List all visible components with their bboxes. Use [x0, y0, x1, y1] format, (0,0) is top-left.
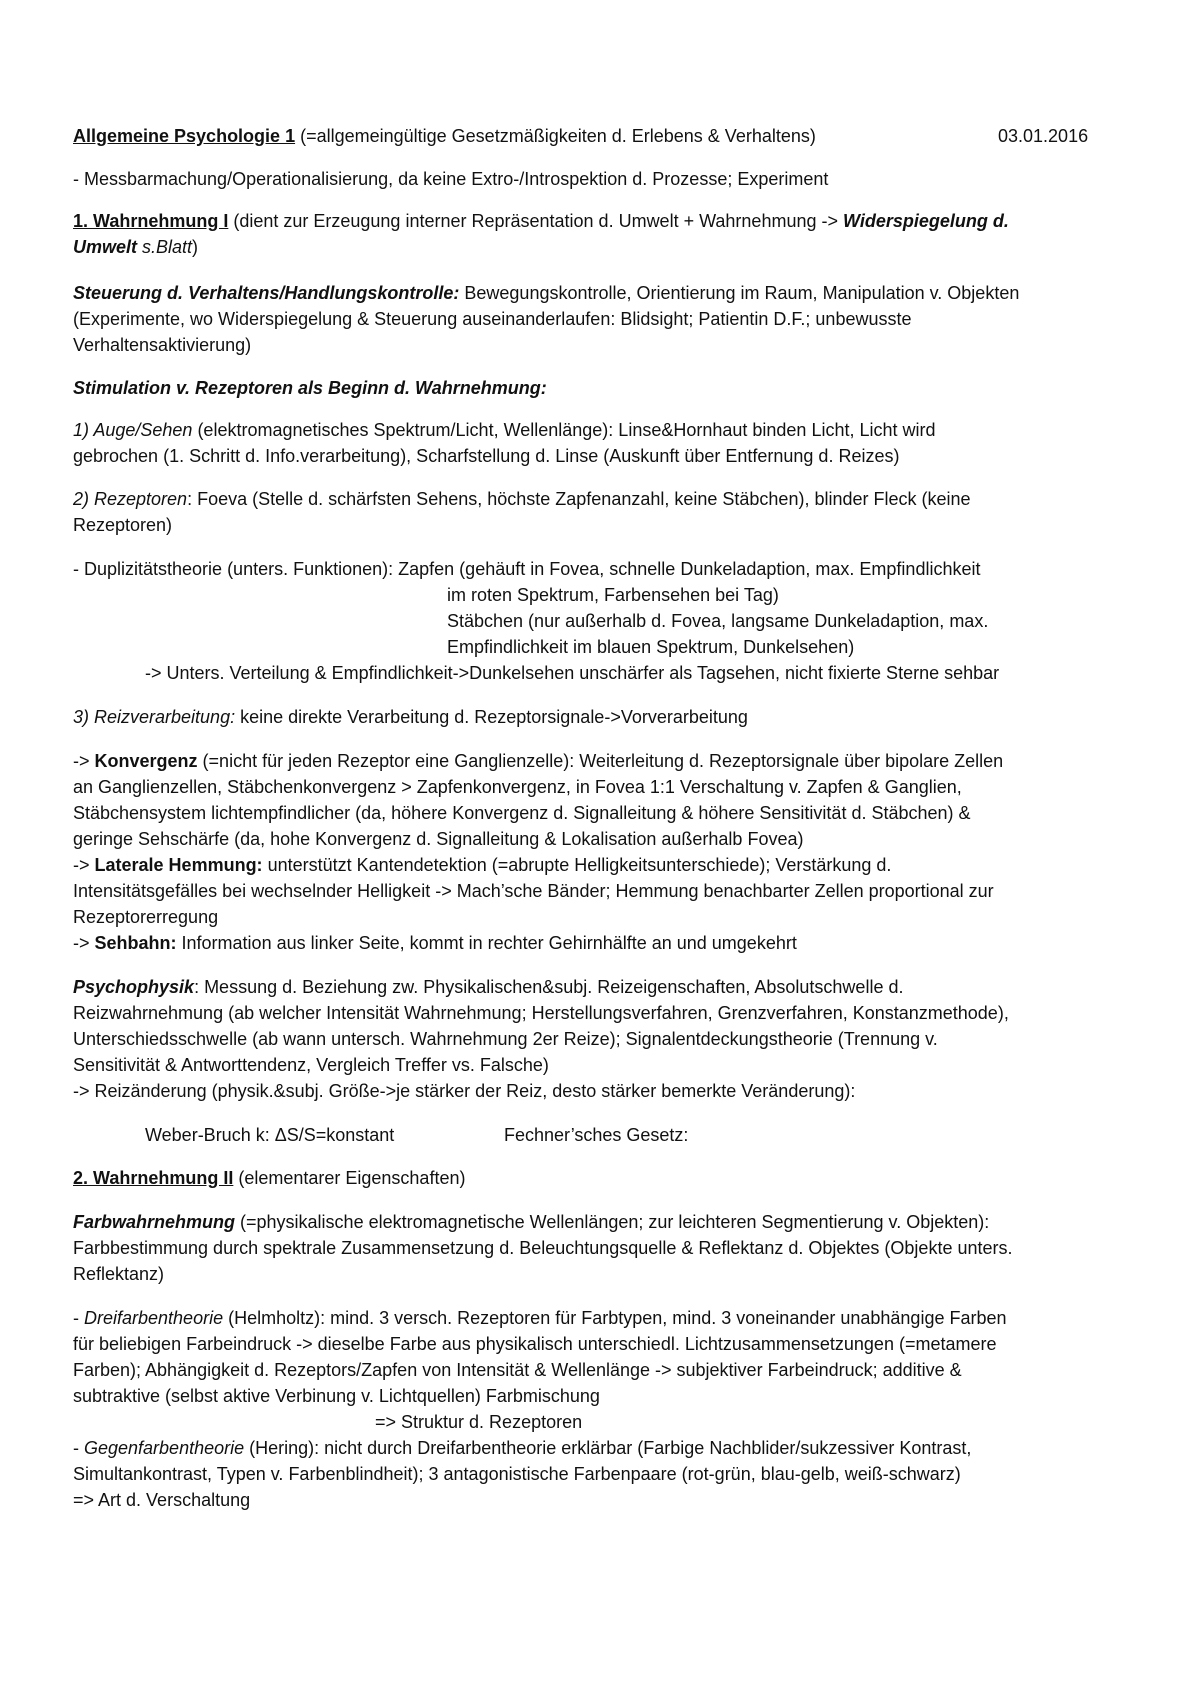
title-rest: (=allgemeingültige Gesetzmäßigkeiten d. Erlebens & Verhaltens): [295, 126, 816, 146]
psychophysik-line-5: -> Reizänderung (physik.&subj. Größe->je stärker der Reiz, desto stärker bemerkte Veränderung):: [73, 1081, 856, 1101]
section-1-italic: s.Blatt: [137, 237, 193, 257]
gegenfarben-dash: -: [73, 1438, 84, 1458]
section-1-heading-line: [73, 209, 1009, 233]
farb-text: (=physikalische elektromagnetische Wellenlängen; zur leichteren Segmentierung v. Objekten):: [235, 1212, 990, 1232]
steuerung-line-2: (Experimente, wo Widerspiegelung & Steuerung auseinanderlaufen: Blidsight; Patientin D.F.; unbewusste: [73, 309, 912, 329]
section-1-emphasis: Widerspiegelung d.: [843, 211, 1009, 231]
konvergenz-arrow: ->: [73, 751, 95, 771]
gegenfarben-line-2: Simultankontrast, Typen v. Farbenblindheit); 3 antagonistische Farbenpaare (rot-grün, blau-gelb, weiß-schwarz): [73, 1464, 961, 1484]
konvergenz-line-3: Stäbchensystem lichtempfindlicher (da, höhere Konvergenz d. Signalleitung & höhere Sensitivität d. Stäbchen) &: [73, 803, 971, 823]
lateral-line-3: Rezeptorerregung: [73, 907, 219, 927]
psychophysik-text: : Messung d. Beziehung zw. Physikalischen&subj. Reizeigenschaften, Absolutschwelle d.: [194, 977, 904, 997]
auge-text: (elektromagnetisches Spektrum/Licht, Wellenlänge): Linse&Hornhaut binden Licht, Licht wird: [192, 420, 936, 440]
section-2-heading: 2. Wahrnehmung II: [73, 1168, 234, 1188]
lateral-line-1: [73, 853, 891, 877]
duplizitaet-line-5: -> Unters. Verteilung & Empfindlichkeit->Dunkelsehen unschärfer als Tagsehen, nicht fixierte Sterne sehbar: [145, 663, 1000, 683]
reizverarbeitung-text: keine direkte Verarbeitung d. Rezeptorsignale->Vorverarbeitung: [235, 707, 748, 727]
farb-line-3: Reflektanz): [73, 1264, 165, 1284]
sehbahn-label: Sehbahn:: [94, 933, 177, 953]
farb-label: Farbwahrnehmung: [73, 1212, 236, 1232]
section-1-close: ): [192, 237, 199, 257]
lateral-line-2: Intensitätsgefälles bei wechselnder Helligkeit -> Mach’sche Bänder; Hemmung benachbarter Zellen proportional zur: [73, 881, 994, 901]
psychophysik-label: Psychophysik: [73, 977, 195, 997]
section-1-emphasis-2: Umwelt: [73, 237, 138, 257]
auge-line-2: gebrochen (1. Schritt d. Info.verarbeitung), Scharfstellung d. Linse (Auskunft über Entfernung d. Reizes): [73, 446, 900, 466]
section-2-heading-line: [73, 1166, 465, 1190]
duplizitaet-line-2: im roten Spektrum, Farbensehen bei Tag): [447, 585, 779, 605]
konvergenz-text: (=nicht für jeden Rezeptor eine Ganglienzelle): Weiterleitung d. Rezeptorsignale über bipolare Zellen: [197, 751, 1004, 771]
sehbahn-text: Information aus linker Seite, kommt in rechter Gehirnhälfte an und umgekehrt: [176, 933, 797, 953]
dreifarben-line-2: für beliebigen Farbeindruck -> dieselbe Farbe aus physikalisch unterschiedl. Lichtzusammensetzungen (=metamere: [73, 1334, 997, 1354]
konvergenz-line-2: an Ganglienzellen, Stäbchenkonvergenz > Zapfenkonvergenz, in Fovea 1:1 Verschaltung v. Zapfen & Ganglien,: [73, 777, 962, 797]
title-main: Allgemeine Psychologie 1: [73, 126, 296, 146]
auge-line-1: [73, 418, 936, 442]
psychophysik-line-2: Reizwahrnehmung (ab welcher Intensität Wahrnehmung; Herstellungsverfahren, Grenzverfahren, Konstanzmethode),: [73, 1003, 1009, 1023]
dreifarben-label: Dreifarbentheorie: [84, 1308, 224, 1328]
rezeptoren-line-2: Rezeptoren): [73, 515, 173, 535]
rezeptoren-line-1: [73, 487, 971, 511]
dreifarben-line-1: [73, 1306, 1007, 1330]
section-1-line-2: [73, 235, 198, 259]
dreifarben-dash: -: [73, 1308, 84, 1328]
gegenfarben-label: Gegenfarbentheorie: [84, 1438, 245, 1458]
dreifarben-line-3: Farben); Abhängigkeit d. Rezeptors/Zapfen von Intensität & Wellenlänge -> subjektiver Farbeindruck; additive &: [73, 1360, 962, 1380]
reizverarbeitung-label: 3) Reizverarbeitung:: [73, 707, 236, 727]
dreifarben-line-5: => Struktur d. Rezeptoren: [375, 1412, 583, 1432]
lateral-text: unterstützt Kantendetektion (=abrupte Helligkeitsunterschiede); Verstärkung d.: [262, 855, 892, 875]
gegenfarben-line-1: [73, 1436, 971, 1460]
gegenfarben-text: (Hering): nicht durch Dreifarbentheorie erklärbar (Farbige Nachblider/sukzessiver Kontrast,: [244, 1438, 972, 1458]
stimulation-heading: Stimulation v. Rezeptoren als Beginn d. Wahrnehmung:: [73, 378, 547, 398]
fechner-gesetz: Fechner’sches Gesetz:: [504, 1125, 689, 1145]
intro-line: - Messbarmachung/Operationalisierung, da keine Extro-/Introspektion d. Prozesse; Experiment: [73, 169, 829, 189]
konvergenz-line-1: [73, 749, 1003, 773]
sehbahn-line: [73, 931, 797, 955]
document-title: [73, 124, 816, 148]
steuerung-line-1: [73, 281, 1019, 305]
weber-bruch: Weber-Bruch k: ΔS/S=konstant: [145, 1125, 395, 1145]
rezeptoren-text: : Foeva (Stelle d. schärfsten Sehens, höchste Zapfenanzahl, keine Stäbchen), blinder Fleck (keine: [187, 489, 971, 509]
steuerung-line-3: Verhaltensaktivierung): [73, 335, 252, 355]
gegenfarben-line-3: => Art d. Verschaltung: [73, 1490, 251, 1510]
psychophysik-line-4: Sensitivität & Antworttendenz, Vergleich Treffer vs. Falsche): [73, 1055, 549, 1075]
konvergenz-label: Konvergenz: [94, 751, 198, 771]
steuerung-text: Bewegungskontrolle, Orientierung im Raum, Manipulation v. Objekten: [459, 283, 1020, 303]
sehbahn-arrow: ->: [73, 933, 95, 953]
duplizitaet-line-4: Empfindlichkeit im blauen Spektrum, Dunkelsehen): [447, 637, 855, 657]
farb-line-1: [73, 1210, 989, 1234]
document-date: 03.01.2016: [998, 126, 1089, 146]
auge-label: 1) Auge/Sehen: [73, 420, 193, 440]
dreifarben-text: (Helmholtz): mind. 3 versch. Rezeptoren für Farbtypen, mind. 3 voneinander unabhängige Farben: [223, 1308, 1007, 1328]
farb-line-2: Farbbestimmung durch spektrale Zusammensetzung d. Beleuchtungsquelle & Reflektanz d. Objektes (Objekte unters.: [73, 1238, 1013, 1258]
reizverarbeitung-line: [73, 705, 748, 729]
rezeptoren-label: 2) Rezeptoren: [73, 489, 188, 509]
konvergenz-line-4: geringe Sehschärfe (da, hohe Konvergenz d. Signalleitung & Lokalisation außerhalb Fovea): [73, 829, 804, 849]
psychophysik-line-1: [73, 975, 903, 999]
lateral-arrow: ->: [73, 855, 95, 875]
psychophysik-line-3: Unterschiedsschwelle (ab wann untersch. Wahrnehmung 2er Reize); Signalentdeckungstheorie (Trennung v.: [73, 1029, 938, 1049]
section-1-text: (dient zur Erzeugung interner Repräsentation d. Umwelt + Wahrnehmung ->: [228, 211, 843, 231]
duplizitaet-line-1: - Duplizitätstheorie (unters. Funktionen): Zapfen (gehäuft in Fovea, schnelle Dunkeladaption, max. Empfindlichkeit: [73, 559, 981, 579]
lateral-label: Laterale Hemmung:: [94, 855, 263, 875]
dreifarben-line-4: subtraktive (selbst aktive Verbinung v. Lichtquellen) Farbmischung: [73, 1386, 600, 1406]
section-2-text: (elementarer Eigenschaften): [233, 1168, 466, 1188]
duplizitaet-line-3: Stäbchen (nur außerhalb d. Fovea, langsame Dunkeladaption, max.: [447, 611, 989, 631]
steuerung-label: Steuerung d. Verhaltens/Handlungskontrolle:: [73, 283, 460, 303]
section-1-heading: 1. Wahrnehmung I: [73, 211, 229, 231]
